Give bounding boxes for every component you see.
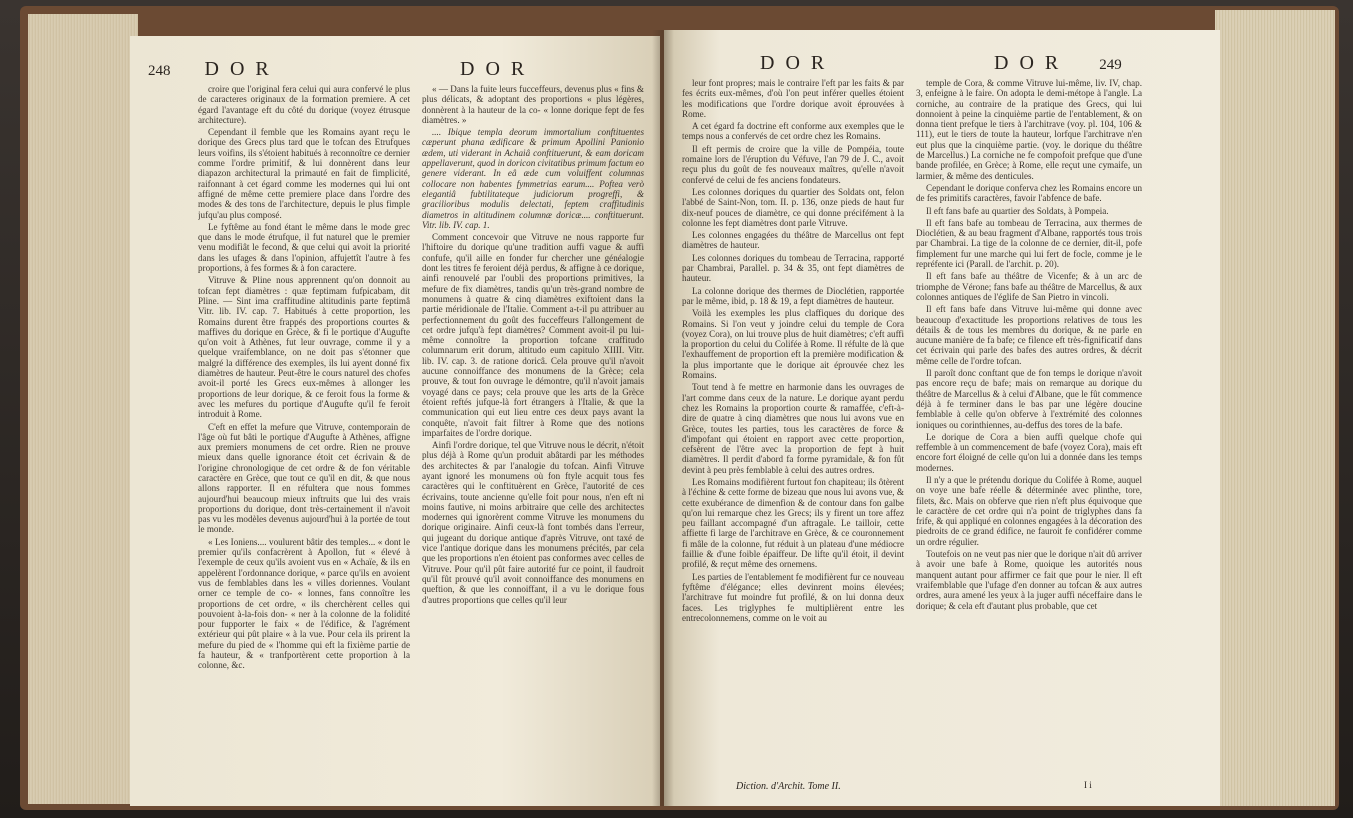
paragraph: Il n'y a que le prétendu dorique du Colifée à Rome, auquel on voye une bafe réelle & déterminée avec plinthe, tore, filets, &c. Mais on obferve que rien n'eft plus équivoque que le caractère de cet ordre qui n'a point de triglyphes dans fa frife, & qui appliqué en colonnes engagées à la décoration des piedroits de ce grand édifice, ne fauroit fe confidérer comme un ordre régulier. (916, 474, 1142, 547)
footer-title: Diction. d'Archit. Tome II. (736, 781, 841, 792)
paragraph: leur font propres; mais le contraire l'eft par les faits & par fes écrits eux-mêmes, d'où l'on peut inférer quelles étoient les modifications que l'ordre dorique avoit éprouvées à Rome. (682, 78, 904, 119)
paragraph: Le fyftême au fond étant le même dans le mode grec que dans le mode étrufque, il fut naturel que le premier venu modifiât le fecond, & que celui qui avoit la priorité dans les ufages & dans l'opinion, affujettît l'autre à fes proportions, à fes formes & à fon caractere. (198, 221, 410, 274)
right-page-number: 249 (1099, 57, 1122, 73)
paragraph: Le dorique de Cora a bien auffi quelque chofe qui reffemble à un commencement de bafe (voyez Cora), mais eft encore fort éloigné de celle qu'on lui a donnée dans les temps modernes. (916, 431, 1142, 473)
paragraph: Les Romains modifièrent furtout fon chapiteau; ils ôtèrent à l'échine & cette forme de bizeau que nous lui avons vue, & cette exubérance de dimenfion & de contour dans fon galbe qu'on lui remarque chez les Grecs; ils y firent un tore affez peu faillant accompagné d'un aftragale. Le tailloir, cette affiette fi large de l'architrave en Grèce, & ce couronnement fi mâle de la colonne, fut réduit à un plateau d'une médiocre faillie & d'une foible épaiffeur. De lifte qu'il étoit, il devint profilé, & reçut même des ornemens. (682, 476, 904, 570)
paragraph: Cependant le dorique conferva chez les Romains encore un de fes primitifs caractères, favoir l'abfence de bafe. (916, 182, 1142, 204)
paragraph: croire que l'original fera celui qui aura confervé le plus de caracteres originaux de la formation premiere. A cet égard l'avantage eft du côté du dorique (voyez étrusque architecture). (198, 84, 410, 125)
right-page-stack (1215, 10, 1335, 806)
paragraph: Comment concevoir que Vitruve ne nous rapporte fur l'hiftoire du dorique qu'une tradition auffi vague & auffi confufe, qu'il aille en fonder fur chercher une généalogie dont les titres fe feroient déjà perdus, & affigne à ce dorique, ainfi renouvelé par l'oubli des proportions primitives, la mefure de fix diamètres, tandis qu'un très-grand nombre de monumens à quatre & cinq diamètres exiftoient dans la partie méridionale de l'Italie. Comment a-t-il pu attribuer au perfectionnement du goût des fucceffeurs l'allongement de cet ordre jufqu'à fept diamètres? Comment avoit-il pu lui-même connoître la proportion tofcane craffitudo columnarum erit dorum, altitudo eum capitulo XIIII. Vitr. lib. IV. cap. 3. de ratione doricâ. Cela prouve qu'il n'avoit aucune connoiffance des monumens de la Grèce; cela prouve, & tout fon ouvrage le démontre, qu'il n'avoit jamais voyagé dans ce pays; cela prouve que les arts de la Grèce étoient reftés jufque-là fort étrangers à l'Italie, & que la communication qui eut lieu entre ces deux pays avant la conquête, n'avoit fait filtrer à Rome que des notions imparfaites de l'ordre dorique. (422, 232, 644, 438)
right-page-header (994, 52, 1122, 75)
latin-quotation: .... Ibique templa deorum immortalium conftituentes cæperunt phana ædificare & primum Apollini Panionio ædem, uti viderant in Achaiâ conftituerunt, & eam doricam appellaverunt, quod in doricon civitatibus primum factum eo genere viderant. In eâ æde cum voluiffent columnas collocare non habentes fymmetrias earum.... Poftea verò elegantiâ fubtilitateque judiciorum progreffi, & gracilioribus modulis delectati, feptem craffitudinis diametros in altitudinem columnæ doricæ.... conftituerunt. Vitr. lib. IV. cap. 1. (422, 127, 644, 230)
right-running-head-1: D O R (760, 52, 828, 74)
right-column-1 (682, 78, 904, 734)
paragraph: Toutefois on ne veut pas nier que le dorique n'ait dû arriver à avoir une bafe à Rome, quoique les autorités nous manquent autant pour affirmer ce fait que pour le nier. Il eft vraifemblable que l'ufage d'en donner au tofcan & aux autres ordres, aura amené les yeux à la juger auffi néceffaire dans le dorique; & cela eft d'autant plus probable, que cet (916, 549, 1142, 611)
signature-mark: I i (1084, 780, 1092, 790)
left-running-head-1: D O R (204, 58, 272, 80)
paragraph: Voilà les exemples les plus claffiques du dorique des Romains. Si l'on veut y joindre celui du temple de Cora (voyez Cora), on lui trouve plus de huit diamètres; c'eft auffi la proportion du celui du Colifée à Rome. Il réfulte de là que l'exhauffement de proportion eft la première modification & la plus importante que le dorique ait éprouvée chez les Romains. (682, 308, 904, 381)
paragraph: Il eft fans bafe au quartier des Soldats, à Pompeia. (926, 205, 1109, 216)
paragraph: Les colonnes doriques du quartier des Soldats ont, felon l'abbé de Saint-Non, tom. II. p. 136, onze pieds de haut fur dix-neuf pouces de diamètre, ce qui donne précifément à la colonne les fept diamètres dont parle Vitruve. (682, 186, 904, 228)
paragraph: « Les Ioniens.... voulurent bâtir des temples... « dont le premier qu'ils confacrèrent à Apollon, fut « élevé à l'exemple de ceux qu'ils avoient vus en « Achaïe, & ils en appelèrent l'ordonnance dorique, « parce qu'ils en avoient vus de femblables dans les « villes doriennes. Voulant orner ce temple de co- « lonnes, fans connoître les proportions de cet ordre, « ils cherchèrent celles qui pouvoient à-la-fois don- « ner à la colonne de la folidité pour fupporter le faix « de l'édifice, & l'agrément extérieur qui pût plaire « à la vue. Pour cela ils prirent la mefure du pied de « l'homme qui eft la fixième partie de fa hauteur, & « tranfportèrent cette proportion à la colonne, &c. (198, 536, 410, 671)
left-running-head-2: D O R (460, 58, 528, 80)
paragraph: Les colonnes doriques du tombeau de Terracina, rapporté par Chambrai, Parallel. p. 34 & 35, ont fept diamètres de hauteur. (682, 252, 904, 284)
paragraph: Cependant il femble que les Romains ayant reçu le dorique des Grecs plus tard que le tofcan des Etrufques leurs voifins, ils s'étoient habitués à reconnoître ce dernier comme l'ordre primitif, & lui donnèrent dans leur diapazon architectural la primauté en fait de fimplicité, raifonnant à cet égard comme les modernes qui lui ont affigné de même cette premiere place dans l'ordre des modes & des tons de l'architecture, depuis le plus fimple jufqu'au plus composé. (198, 127, 410, 220)
paragraph: « — Dans la fuite leurs fucceffeurs, devenus plus « fins & plus délicats, & adoptant des proportions « plus légères, donnèrent à la hauteur de la co- « lonne dorique fept de fes diamètres. » (422, 84, 644, 125)
right-column-2 (916, 78, 1142, 738)
paragraph: temple de Cora, & comme Vitruve lui-même, liv. IV, chap. 3, enfeigne à le faire. On adopta le demi-métope à l'angle. La corniche, au contraire de la pratique des Grecs, qui lui donnoient à peine la cinquième partie de l'entablement, & on donna tient prefque le tiers à l'architrave (voy. pl. 104, 106 & 111), eut le tiers de toute la hauteur, lorfque l'architrave n'en eut plus que la cinquième partie. (voy. le dorique du théâtre de Marcellus.) La corniche ne fe compofoit prefque que d'une bande profilée, en Grèce; à Rome, elle reçut une cymaife, un larmier, & même des denticules. (916, 78, 1142, 181)
paragraph: Ainfi l'ordre dorique, tel que Vitruve nous le décrit, n'étoit plus déjà à Rome qu'un produit abâtardi par les méthodes des architectes & par l'analogie du tofcan. Ainfi Vitruve ayant ignoré les monumens où fon ftyle acquit tous fes caractères qui le conftituèrent en Grèce, l'autorité de ces écrivains, toute ancienne qu'elle foit pour nous, n'en eft ni moins fautive, ni moins arbitraire que celle des architectes modernes qui ignorèrent comme Vitruve les monumens du dorique originaire. Ainfi ceux-là font tombés dans l'erreur, qui jugeant du dorique antique d'après Vitruve, ont taxé de vice l'antique dorique dans les monumens précités, par cela que les proportions n'en étoient pas conformes avec celles de Vitruve. Pour qu'il pût faire autorité fur ce point, il faudroit qu'il fût prouvé qu'il avoit connoiffance des monumens en queftion, & que les connoiffant, il a vu le dorique fous d'autres proportions que celles qu'il leur (422, 440, 644, 605)
paragraph: Il eft fans bafe au théâtre de Vicenfe; & à un arc de triomphe de Vérone; fans bafe au théâtre de Marcellus, & aux colonnes antiques de l'églife de San Pietro in vincoli. (916, 271, 1142, 302)
left-column-1 (198, 84, 410, 788)
right-running-head-2: D O R (994, 52, 1062, 74)
paragraph: Tout tend à fe mettre en harmonie dans les ouvrages de l'art comme dans ceux de la nature. Le dorique ayant perdu chez les Romains la proportion courte & ramaffée, c'eft-à-dire de quatre à cinq diamètres que nous lui avons vue en Grèce, toutes les parties, tous les caractères de force & d'impofant qui étoient en rapport avec cette proportion, cefsèrent de l'être avec la proportion de fept à huit diamètres. Il perdit d'abord fa forme pyramidale, & fon fût devint à peu près femblable à celui des autres ordres. (682, 382, 904, 475)
paragraph: Il eft fans bafe au tombeau de Terracina, aux thermes de Dioclétien, & au beau fragment d'Albane, rapportés tous trois par Chambrai. La tige de la colonne de ce dernier, dit-il, pofe fimplement fur une marche qui lui fert de focle, comme je le repréfente ici (Parall. de l'archit. p. 20). (916, 217, 1142, 270)
paragraph: La colonne dorique des thermes de Dioclétien, rapportée par le même, ibid, p. 18 & 19, a fept diamètres de hauteur. (682, 285, 904, 306)
paragraph: Les parties de l'entablement fe modifièrent fur ce nouveau fyftême d'élégance; elles devinrent moins élevées; l'architrave fut moindre fut profilé, & on lui donna deux faces. Les triglyphes fe multiplièrent entre les entrecolonnemens, comme on le voit au (682, 571, 904, 623)
left-page (130, 36, 660, 806)
paragraph: A cet égard fa doctrine eft conforme aux exemples que le temps nous a confervés de cet ordre chez les Romains. (682, 121, 904, 142)
left-page-stack (28, 14, 138, 804)
right-page (664, 30, 1220, 806)
left-column-2 (422, 84, 644, 788)
left-page-header (148, 58, 272, 81)
paragraph: Il eft fans bafe dans Vitruve lui-même qui donne avec beaucoup d'exactitude les proportions relatives de tous les détails & de tous les membres du dorique, & ne parle en aucune manière de fa bafe; ce filence eft très-fignificatif dans cet écrivain qui parle des bafes des autres ordres, & décrit même celle de l'ordre tofcan. (916, 304, 1142, 366)
paragraph: C'eft en effet la mefure que Vitruve, contemporain de l'âge où fut bâti le portique d'Augufte à Athènes, affigne aux premiers monumens de cet ordre. Rien ne prouve mieux dans quelle ignorance étoit cet écrivain & de l'origine chronologique de cet ordre & de fon véritable caractère en Grèce, que tout ce qu'il en dit, & que nous allons rapporter. Il en réfultera que nous fommes aujourd'hui beaucoup mieux inftruits que lui des vrais proportions du dorique, dont très-certainement il n'avoit pas vu les modèles devenus aujourd'hui à la portée de tout le monde. (198, 421, 410, 535)
paragraph: Il paroît donc conftant que de fon temps le dorique n'avoit pas encore reçu de bafe; mais on remarque au dorique du théâtre de Marcellus & à celui d'Albane, que le fût commence déjà à fe terminer dans le bas par une légère doucine femblable à celle qu'on obferve à l'extrémité des colonnes ioniques ou corinthiennes, au-deffus des tores de la bafe. (916, 368, 1142, 430)
book-gutter (652, 30, 674, 806)
paragraph: Vitruve & Pline nous apprennent qu'on donnoit au tofcan fept diamètres : quæ feptimam fufpicabam, dit Pline. — Sint ima craffitudine altitudinis parte feptimâ Vitr. lib. IV. cap. 7. Habitués à cette proportion, les Romains durent être frappés des proportions courtes & maffives du dorique en Grèce, & fi le portique d'Augufte qu'on voit à Athènes, fut leur ouvrage, comme il y a quelque vraifemblance, on ne doit pas s'étonner que malgré la différence des exemples, ils lui ayent donné fix diamètres de hauteur. Peut-être le cours naturel des chofes avoit-il porté les Grecs eux-mêmes à allonger les proportions de leur dorique, & ce feroit fous la forme & avec les mefures du portique d'Augufte qu'il fe feroit introduit à Rome. (198, 275, 410, 420)
paragraph: Les colonnes engagées du théâtre de Marcellus ont fept diamètres de hauteur. (682, 230, 904, 251)
paragraph: Il eft permis de croire que la ville de Pompéia, toute romaine lors de l'éruption du Véfuve, l'an 79 de J. C., avoit reçu plus du goût de fes nouveaux maîtres, qu'elle n'avoit confervé de celui de fes anciens fondateurs. (682, 143, 904, 185)
left-page-number: 248 (148, 63, 171, 79)
